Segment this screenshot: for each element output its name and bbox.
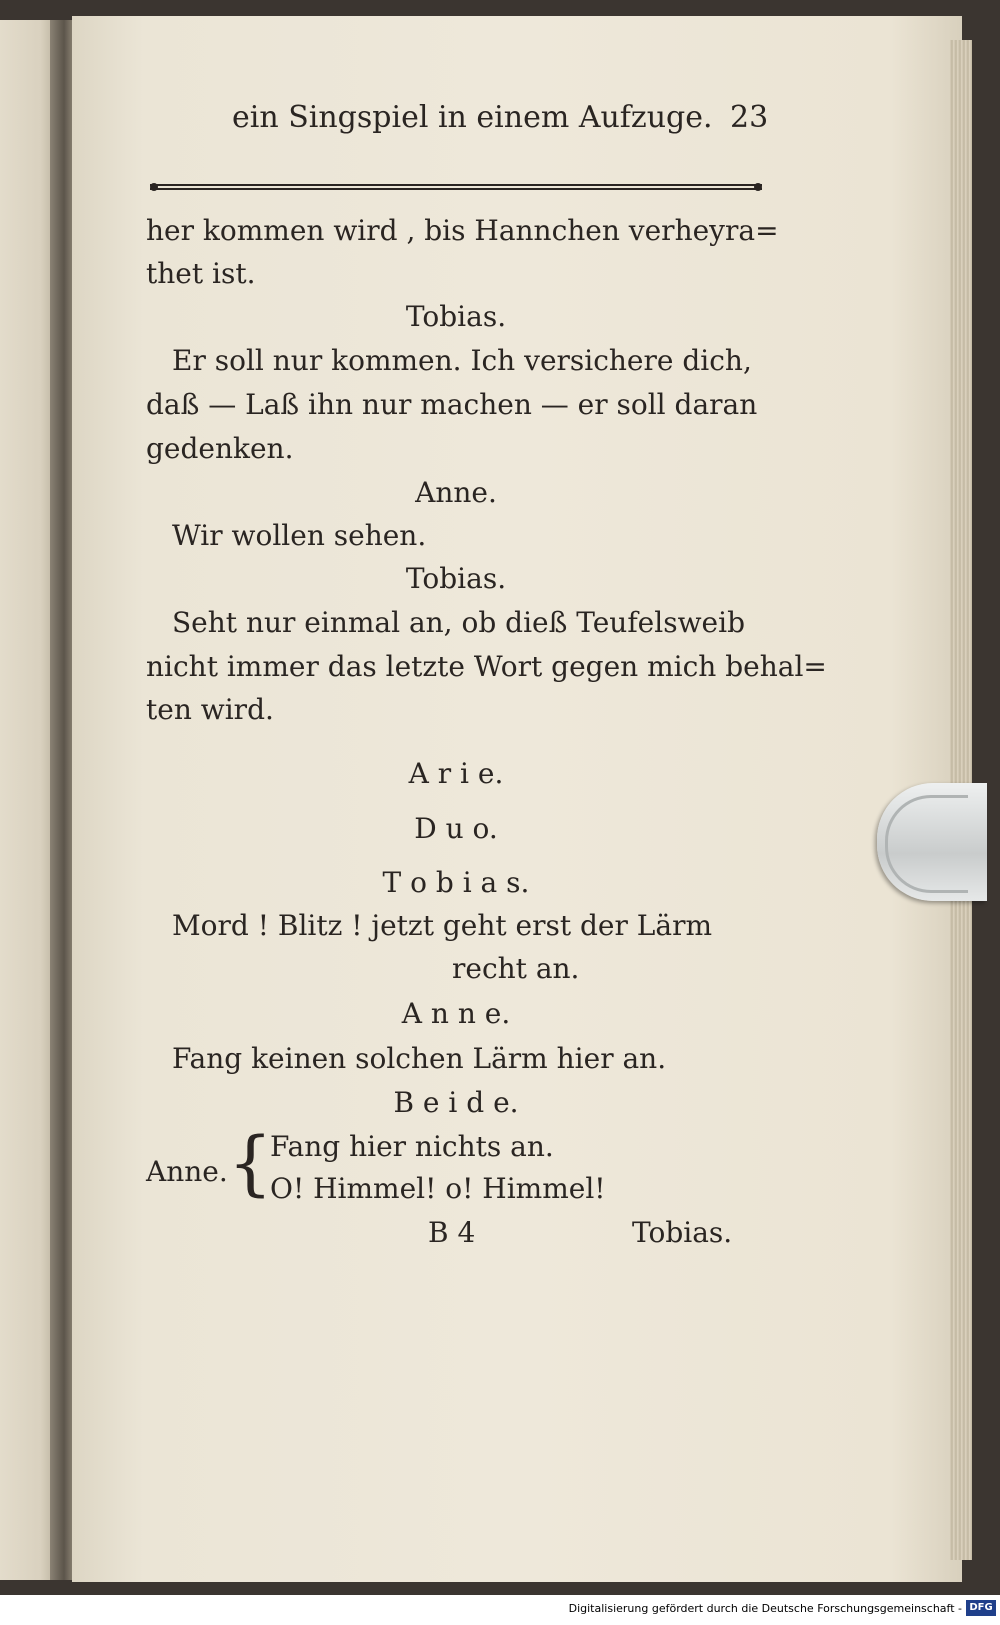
duo-speaker-tobias: T o b i a s. <box>382 866 530 899</box>
duo-line-2: Fang keinen solchen Lärm hier an. <box>172 1042 667 1075</box>
speaker-anne-1: Anne. <box>415 476 497 509</box>
brace-line-2: O! Himmel! o! Himmel! <box>270 1172 606 1205</box>
text-line-8: nicht immer das letzte Wort gegen mich behal= <box>146 650 827 683</box>
brace-line-1: Fang hier nichts an. <box>270 1130 554 1163</box>
dfg-logo: DFG <box>966 1600 996 1616</box>
speaker-tobias-2: Tobias. <box>405 562 507 595</box>
duo-line-1a: Mord ! Blitz ! jetzt geht erst der Lärm <box>172 909 712 942</box>
page-number: 23 <box>730 100 769 135</box>
digitization-credit: Digitalisierung gefördert durch die Deutsche Forschungsgemeinschaft - <box>568 1602 962 1615</box>
text-line-7: Seht nur einmal an, ob dieß Teufelsweib <box>172 606 745 639</box>
page-clip <box>877 783 987 901</box>
speaker-tobias-1: Tobias. <box>405 300 507 333</box>
duo-heading: D u o. <box>414 812 498 845</box>
text-line-5: gedenken. <box>146 432 294 465</box>
signature-mark: B 4 <box>428 1216 476 1249</box>
text-line-2: thet ist. <box>146 257 256 290</box>
footer-bar <box>0 1595 1000 1625</box>
text-line-1: her kommen wird , bis Hannchen verheyra= <box>146 214 779 247</box>
brace-speaker: Anne. <box>146 1155 228 1188</box>
duo-line-1b: recht an. <box>452 952 580 985</box>
text-line-4: daß — Laß ihn nur machen — er soll daran <box>146 388 758 421</box>
duo-speaker-anne: A n n e. <box>401 997 511 1030</box>
text-line-6: Wir wollen sehen. <box>172 519 427 552</box>
aria-heading: A r i e. <box>408 757 504 790</box>
brace-mark: { <box>228 1122 273 1204</box>
duo-speaker-beide: B e i d e. <box>393 1086 519 1119</box>
running-head: ein Singspiel in einem Aufzuge. <box>232 100 713 135</box>
text-line-9: ten wird. <box>146 693 274 726</box>
header-rule <box>150 181 762 193</box>
catchword: Tobias. <box>632 1216 733 1249</box>
page-paper <box>72 16 962 1582</box>
text-line-3: Er soll nur kommen. Ich versichere dich, <box>172 344 752 377</box>
